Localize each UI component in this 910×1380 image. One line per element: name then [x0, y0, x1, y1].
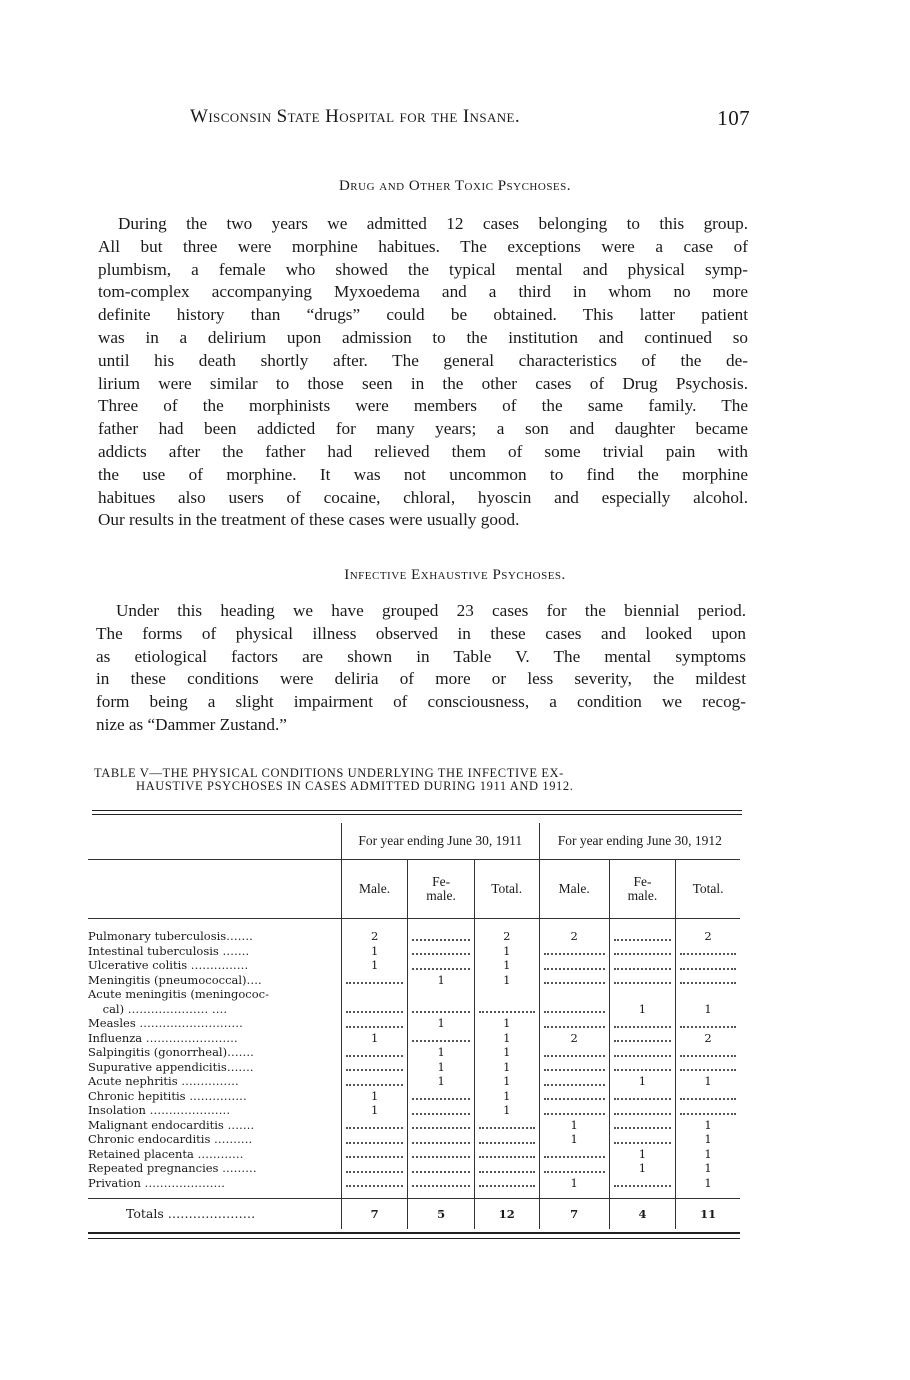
table-cell-empty	[475, 1176, 539, 1191]
table-cell-value: 2	[570, 1030, 578, 1045]
table-cell-value: 1	[503, 1103, 511, 1117]
table-cell-empty	[540, 1002, 609, 1017]
paragraph-line: Our results in the treatment of these cases were usually good.	[98, 510, 520, 530]
condition-label: Supurative appendicitis…….	[88, 1059, 254, 1074]
paragraph-line: Three of the morphinists were members of the same family. The	[98, 396, 748, 416]
paragraph-line: addicts after the father had relieved them of some trivial pain with	[98, 441, 748, 461]
table-cell-value: 1	[704, 1074, 712, 1088]
table-bottom-rule	[88, 1232, 740, 1234]
condition-label: Salpingitis (gonorrheal)…….	[88, 1045, 254, 1059]
table-cell-spacer	[408, 987, 473, 1002]
condition-label: Ulcerative colitis ……………	[88, 958, 249, 972]
table-cell-empty	[475, 1147, 539, 1162]
total-value: 4	[609, 1199, 675, 1230]
table-cell-empty	[540, 1103, 609, 1118]
value-column	[609, 919, 675, 1199]
condition-label: Measles ………………………	[88, 1016, 243, 1030]
table-cell-value: 1	[437, 1045, 445, 1059]
column-header: Total.	[474, 860, 539, 919]
table-cell-empty	[342, 1161, 408, 1176]
table-cell-value: 1	[437, 1074, 445, 1088]
paragraph-line: All but three were morphine habitues. The exceptions were a case of	[98, 236, 748, 256]
paragraph-line: form being a slight impairment of consciousness, a condition we recog-	[96, 692, 746, 712]
section-title-infective-psychoses: Infective Exhaustive Psychoses.	[344, 567, 566, 583]
table-cell-value: 1	[503, 1045, 511, 1059]
paragraph-line: definite history than “drugs” could be obtained. This latter patient	[98, 305, 748, 325]
table-cell-value: 1	[503, 943, 511, 958]
table-cell-value: 1	[370, 1103, 379, 1117]
table-cell-value: 1	[503, 1059, 511, 1074]
table-cell-empty	[676, 958, 740, 973]
column-header: Male.	[341, 860, 408, 919]
table-cell-empty	[475, 1161, 539, 1176]
condition-label: cal) ………………… ….	[88, 1001, 228, 1016]
table-cell-value: 1	[370, 943, 379, 958]
column-header: Male.	[539, 860, 609, 919]
table-cell-empty	[540, 1147, 609, 1162]
table-cell-empty	[342, 1045, 408, 1060]
table-cell-empty	[342, 1074, 408, 1089]
table-cell-empty	[610, 1089, 675, 1104]
table-body-row	[88, 919, 740, 1199]
table-cell-empty	[540, 1161, 609, 1176]
condition-label: Influenza ……………………	[88, 1030, 238, 1045]
paragraph-line: tom-complex accompanying Myxoedema and a third in whom no more	[98, 282, 748, 302]
condition-label: Acute nephritis ……………	[88, 1074, 239, 1088]
table-cell-value: 1	[704, 1175, 712, 1190]
paragraph-line: plumbism, a female who showed the typical mental and physical symp-	[98, 259, 748, 279]
table-cell-value: 1	[370, 1088, 379, 1103]
table-header-blank	[88, 823, 341, 860]
table-cell-empty	[342, 1176, 408, 1191]
value-column	[539, 919, 609, 1199]
table-cell-empty	[475, 1002, 539, 1017]
table-cell-spacer	[540, 987, 609, 1002]
group-header-1911: For year ending June 30, 1911	[341, 823, 539, 860]
value-column	[408, 919, 474, 1199]
table-cell-empty	[676, 1016, 740, 1031]
table-bottom-rule-2	[88, 1238, 740, 1239]
paragraph-line: the use of morphine. It was not uncommon to find the morphine	[98, 464, 748, 484]
table-cell-empty	[342, 1132, 408, 1147]
condition-labels	[88, 919, 341, 1199]
table-cell-value: 1	[704, 1146, 712, 1161]
table-cell-value: 1	[503, 972, 511, 987]
table-cell-empty	[475, 1132, 539, 1147]
table-cell-value: 1	[437, 1059, 445, 1074]
table-cell-empty	[676, 944, 740, 959]
table-cell-empty	[610, 973, 675, 988]
paragraph-line: habitues also users of cocaine, chloral, hyoscin and especially alcohol.	[98, 487, 748, 507]
table-cell-value: 1	[638, 1161, 647, 1175]
table-cell-empty	[610, 1016, 675, 1031]
table-cell-empty	[676, 1060, 740, 1075]
table-cell-spacer	[676, 987, 740, 1002]
table-sub-header-row	[88, 860, 740, 919]
table-caption-line-2: HAUSTIVE PSYCHOSES IN CASES ADMITTED DURING 1911 AND 1912.	[136, 779, 574, 793]
condition-label: Chronic endocarditis ……….	[88, 1132, 253, 1146]
table-cell-empty	[676, 1045, 740, 1060]
table-cell-value: 1	[370, 1030, 379, 1045]
paragraph-drug-psychoses	[98, 213, 748, 532]
table-cell-empty	[540, 973, 609, 988]
column-header: Fe- male.	[408, 860, 474, 919]
table-cell-empty	[342, 1002, 408, 1017]
table-cell-empty	[610, 944, 675, 959]
table-cell-value: 1	[570, 1175, 578, 1190]
page-number: 107	[717, 106, 750, 130]
table-group-header-row	[88, 823, 740, 860]
table-cell-value: 1	[503, 1088, 511, 1103]
table-cell-empty	[610, 1132, 675, 1147]
value-column	[341, 919, 408, 1199]
table-cell-empty	[408, 1031, 473, 1046]
table-cell-empty	[342, 1147, 408, 1162]
table-cell-empty	[408, 1089, 473, 1104]
running-header	[190, 106, 750, 128]
table-cell-empty	[342, 1118, 408, 1133]
section-title-drug-psychoses: Drug and Other Toxic Psychoses.	[338, 178, 572, 194]
table-cell-empty	[408, 1103, 473, 1118]
table-cell-value: 2	[704, 929, 712, 943]
group-header-1912: For year ending June 30, 1912	[539, 823, 740, 860]
table-cell-empty	[610, 1176, 675, 1191]
table-cell-value: 1	[638, 1001, 647, 1016]
table-top-rule-2	[92, 814, 742, 815]
table-cell-spacer	[342, 987, 408, 1002]
table-cell-value: 1	[570, 1117, 578, 1132]
paragraph-line: father had been addicted for many years; a son and daughter became	[98, 419, 748, 439]
paragraph-line: Under this heading we have grouped 23 cases for the biennial period.	[116, 601, 746, 620]
condition-label: Privation …………………	[88, 1175, 226, 1190]
table-cell-spacer	[475, 987, 539, 1002]
table-cell-empty	[540, 1060, 609, 1075]
total-value: 5	[408, 1199, 474, 1230]
totals-label: Totals …………………	[88, 1199, 341, 1230]
table-cell-empty	[610, 1045, 675, 1060]
table-cell-value: 1	[638, 1146, 647, 1161]
table-cell-empty	[408, 944, 473, 959]
table-cell-empty	[408, 929, 473, 944]
table-cell-value: 1	[437, 972, 445, 987]
table-cell-empty	[540, 1016, 609, 1031]
condition-label: Repeated pregnancies ………	[88, 1161, 257, 1175]
paragraph-line: until his death shortly after. The general characteristics of the de-	[98, 350, 748, 370]
paragraph-line: as etiological factors are shown in Table V. The mental symptoms	[96, 646, 746, 666]
table-cell-empty	[408, 1002, 473, 1017]
table-cell-value: 1	[437, 1016, 445, 1030]
condition-label: Malignant endocarditis …….	[88, 1117, 255, 1132]
table-cell-value: 1	[503, 1016, 511, 1030]
total-value: 7	[341, 1199, 408, 1230]
table-cell-empty	[408, 1161, 473, 1176]
table-cell-value: 1	[503, 1074, 511, 1088]
table-cell-value: 2	[570, 929, 578, 943]
table-cell-empty	[540, 944, 609, 959]
total-value: 12	[474, 1199, 539, 1230]
table-cell-value: 1	[704, 1132, 712, 1146]
table-cell-value: 2	[370, 929, 379, 943]
total-value: 11	[676, 1199, 740, 1230]
table-caption	[94, 767, 744, 793]
table-cell-empty	[540, 1074, 609, 1089]
table-cell-empty	[342, 973, 408, 988]
table-cell-empty	[676, 973, 740, 988]
condition-label: Chronic hepititis ……………	[88, 1088, 247, 1103]
table-cell-empty	[540, 1045, 609, 1060]
table-cell-value: 2	[704, 1030, 712, 1045]
condition-label: Insolation …………………	[88, 1103, 231, 1117]
paragraph-line: The forms of physical illness observed in these cases and looked upon	[96, 623, 746, 643]
paragraph-infective-psychoses	[96, 600, 746, 737]
column-header: Fe- male.	[609, 860, 675, 919]
table-cell-spacer	[610, 987, 675, 1002]
table-cell-empty	[610, 958, 675, 973]
table-cell-empty	[342, 1060, 408, 1075]
table-cell-value: 1	[704, 1001, 712, 1016]
physical-conditions-table	[88, 823, 740, 1229]
table-cell-empty	[408, 1176, 473, 1191]
table-cell-empty	[408, 958, 473, 973]
condition-label: Acute meningitis (meningococ-	[88, 987, 269, 1001]
table-cell-value: 1	[704, 1161, 712, 1175]
condition-label: Meningitis (pneumococcal)….	[88, 972, 262, 987]
paragraph-line: During the two years we admitted 12 cases belonging to this group.	[118, 214, 748, 233]
table-cell-value: 2	[503, 929, 511, 943]
table-caption-line-1: TABLE V—THE PHYSICAL CONDITIONS UNDERLYING THE INFECTIVE EX-	[94, 766, 564, 780]
table-cell-empty	[540, 958, 609, 973]
table-cell-empty	[408, 1132, 473, 1147]
table-cell-empty	[676, 1089, 740, 1104]
table-cell-empty	[610, 929, 675, 944]
paragraph-line: was in a delirium upon admission to the institution and continued so	[98, 327, 748, 347]
table-cell-empty	[475, 1118, 539, 1133]
value-column	[474, 919, 539, 1199]
condition-label: Intestinal tuberculosis …….	[88, 943, 250, 958]
table-cell-empty	[408, 1147, 473, 1162]
table-cell-value: 1	[503, 958, 511, 972]
table-cell-empty	[676, 1103, 740, 1118]
condition-label: Pulmonary tuberculosis…….	[88, 929, 253, 943]
table-cell-empty	[408, 1118, 473, 1133]
condition-label: Retained placenta …………	[88, 1146, 244, 1161]
value-column	[676, 919, 740, 1199]
table-cell-value: 1	[503, 1030, 511, 1045]
table-cell-empty	[610, 1118, 675, 1133]
table-cell-empty	[342, 1016, 408, 1031]
table-top-rule	[92, 810, 742, 811]
table-header-blank-2	[88, 860, 341, 919]
total-value: 7	[539, 1199, 609, 1230]
table-cell-value: 1	[570, 1132, 578, 1146]
column-header: Total.	[676, 860, 740, 919]
table-cell-empty	[610, 1060, 675, 1075]
table-cell-value: 1	[638, 1074, 647, 1088]
table-cell-value: 1	[704, 1117, 712, 1132]
header-title: Wisconsin State Hospital for the Insane.	[190, 106, 521, 127]
paragraph-line: nize as “Dammer Zustand.”	[96, 714, 287, 734]
table-cell-value: 1	[370, 958, 379, 972]
paragraph-line: in these conditions were deliria of more or less severity, the mildest	[96, 669, 746, 689]
table-cell-empty	[610, 1031, 675, 1046]
table-cell-empty	[610, 1103, 675, 1118]
table-totals-row	[88, 1199, 740, 1230]
table-cell-empty	[540, 1089, 609, 1104]
paragraph-line: lirium were similar to those seen in the other cases of Drug Psychosis.	[98, 373, 748, 393]
